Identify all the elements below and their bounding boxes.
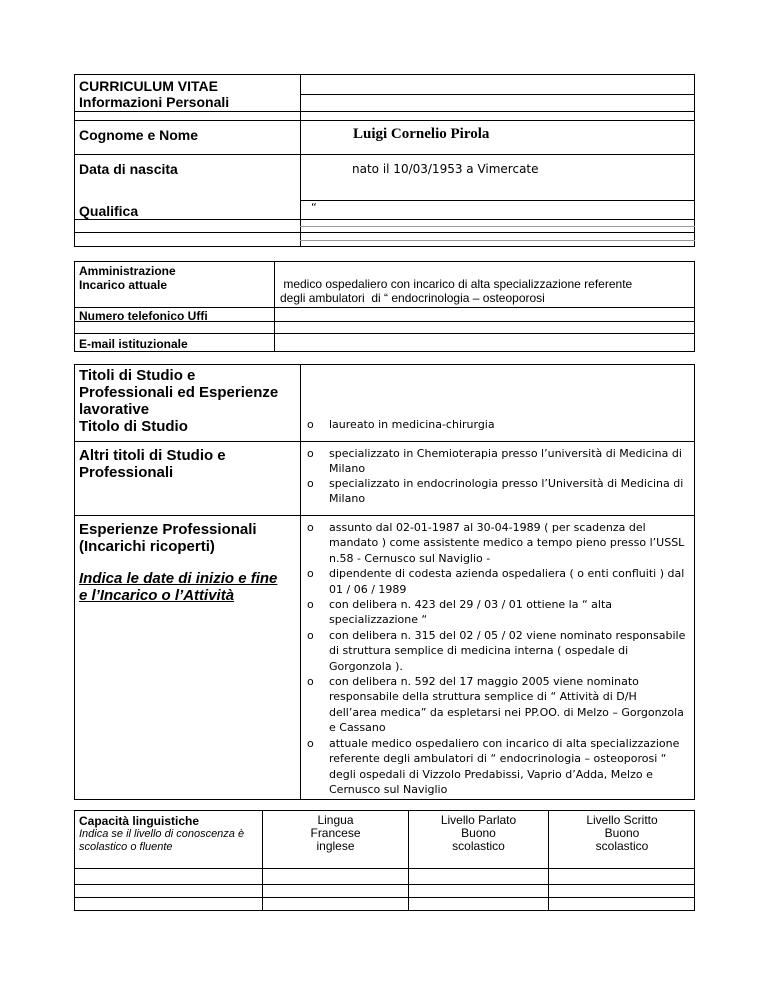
col-lingua: Lingua Francese inglese (310, 813, 361, 853)
languages-note: Indica se il livello di conoscenza è scolastico o fluente (79, 828, 245, 853)
list-item: o assunto dal 02-01-1987 al 30-04-1989 ( per scadenza del mandato ) come assistente medico a tempo pieno presso l’USSL n.58 - Cernusco sul Naviglio - (307, 520, 687, 566)
studies-section-label: Titoli di Studio e Professionali ed Esperienze lavorative (79, 367, 279, 418)
birth-label: Data di nascita (79, 161, 178, 177)
incarico-label: Incarico attuale (79, 278, 168, 292)
name-label: Cognome e Nome (79, 127, 199, 143)
altri-titoli-list (307, 446, 687, 506)
qualifica-value: “ (311, 201, 317, 214)
list-item: o con delibera n. 315 del 02 / 05 / 02 viene nominato responsabile di struttura semplice di medicina interna ( ospedale di Gorgonzola ). (307, 628, 687, 674)
incarico-value-line-1: medico ospedaliero con incarico di alta specializzazione referente (280, 277, 633, 291)
titolo-label: Titolo di Studio (79, 418, 188, 435)
esperienze-list (307, 520, 687, 797)
telefono-label: Numero telefonico Uffi (79, 309, 208, 323)
list-item: o laureato in medicina-chirurgia (307, 417, 687, 432)
titolo-list (307, 417, 687, 432)
incarico-value-line-2: degli ambulatori di “ endocrinologia – osteoporosi (280, 291, 545, 305)
col-scritto: Livello Scritto Buono scolastico (586, 813, 658, 853)
list-item: o con delibera n. 423 del 29 / 03 / 01 ottiene la “ alta specializzazione “ (307, 597, 687, 628)
languages-label: Capacità linguistiche (79, 814, 200, 828)
altri-titoli-label: Altri titoli di Studio e Professionali (79, 447, 226, 481)
list-item: o specializzato in endocrinologia presso l’Università di Medicina di Milano (307, 476, 687, 506)
list-item: o con delibera n. 592 del 17 maggio 2005 viene nominato responsabile della struttura semplice di “ Attività di D/H dell’area medica” da espletarsi nei PP.OO. di Melzo – Gorgonzola e Cassano (307, 674, 687, 736)
email-label: E-mail istituzionale (79, 337, 188, 351)
amministrazione-label: Amministrazione (79, 264, 176, 278)
cv-title: CURRICULUM VITAE (79, 78, 218, 94)
list-item: o attuale medico ospedaliero con incarico di alta specializzazione referente degli ambulatori di “ endocrinologia – osteoporosi “ degli ospedali di Vizzolo Predabissi, Vaprio d’Adda, Melzo e Cernusco sul Naviglio (307, 736, 687, 798)
cv-subtitle: Informazioni Personali (79, 94, 230, 110)
birth-value: nato il 10/03/1953 a Vimercate (352, 162, 539, 176)
esperienze-note: Indica le date di inizio e fine e l’Incarico o l’Attività (79, 570, 278, 604)
list-item: o dipendente di codesta azienda ospedaliera ( o enti confluiti ) dal 01 / 06 / 1989 (307, 566, 687, 597)
col-parlato: Livello Parlato Buono scolastico (440, 813, 517, 853)
name-value: Luigi Cornelio Pirola (353, 126, 490, 142)
esperienze-label: Esperienze Professionali (Incarichi ricoperti) (79, 521, 257, 555)
qualifica-label: Qualifica (79, 203, 139, 219)
list-item: o specializzato in Chemioterapia presso l’università di Medicina di Milano (307, 446, 687, 476)
